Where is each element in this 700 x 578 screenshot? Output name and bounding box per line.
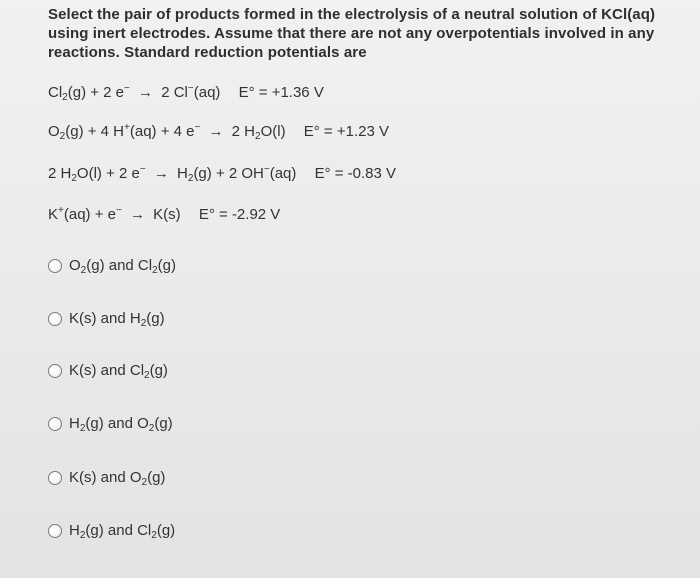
equation-part: O	[48, 123, 60, 140]
equation-part: (aq) + e	[63, 206, 116, 223]
question-text: Select the pair of products formed in the electrolysis of a neutral solution of KCl(aq) using inert electrodes. Assume that there are not any overpotentials involved in any reactions. Standard reduction potentials are	[48, 6, 656, 61]
equation-superscript: +	[124, 122, 130, 133]
radio-button-icon[interactable]	[48, 471, 62, 485]
equation-part: 2 Cl	[161, 84, 188, 101]
reduction-equation-potassium	[48, 206, 280, 224]
equation-part: (g) + 2 e	[67, 84, 125, 101]
equation-subscript: 2	[255, 131, 261, 142]
answer-option-o2-cl2[interactable]	[48, 257, 176, 274]
reaction-arrow-icon: →	[130, 206, 145, 223]
equation-superscript: −	[187, 83, 194, 94]
answer-option-k-cl2[interactable]	[48, 362, 168, 379]
reaction-arrow-icon: →	[208, 123, 224, 140]
standard-potential: E° = +1.36 V	[238, 84, 324, 101]
reduction-equation-water	[48, 165, 396, 183]
reaction-arrow-icon: →	[153, 165, 169, 182]
equation-text	[48, 165, 301, 182]
equation-part: K(s)	[153, 206, 181, 223]
equation-subscript: 2	[187, 173, 194, 184]
equation-superscript: −	[263, 164, 270, 175]
standard-potential: E° = -2.92 V	[198, 206, 281, 223]
equation-part: O(l)	[260, 123, 286, 140]
radio-button-icon[interactable]	[48, 312, 62, 326]
answer-option-label: K(s) and $H_2(g)$	[69, 310, 165, 329]
equation-superscript: −	[124, 83, 130, 94]
equation-text	[48, 84, 225, 101]
answer-option-label: $O_2(g)$ and $Cl_2(g)$	[69, 257, 176, 276]
reduction-equation-oxygen	[48, 123, 389, 141]
equation-superscript: −	[139, 164, 146, 175]
equation-part: 2 H	[48, 165, 72, 182]
answer-option-h2-cl2[interactable]	[48, 522, 175, 539]
equation-part: Cl	[48, 84, 63, 101]
equation-part: (aq)	[269, 165, 297, 182]
answer-option-label: $H_2(g)$ and $O_2(g)$	[69, 415, 173, 434]
standard-potential: E° = +1.23 V	[303, 123, 389, 140]
equation-superscript: −	[194, 122, 201, 133]
answer-option-k-o2[interactable]	[48, 469, 165, 486]
equation-superscript: +	[58, 205, 64, 216]
equation-part: H	[177, 165, 188, 182]
reaction-arrow-icon: →	[138, 84, 154, 101]
radio-button-icon[interactable]	[48, 259, 62, 273]
radio-button-icon[interactable]	[48, 364, 62, 378]
radio-button-icon[interactable]	[48, 524, 62, 538]
answer-option-h2-o2[interactable]	[48, 415, 173, 432]
equation-part: (g) + 2 OH	[193, 165, 264, 182]
standard-potential: E° = -0.83 V	[314, 165, 397, 182]
radio-button-icon[interactable]	[48, 417, 62, 431]
equation-part: (aq)	[193, 84, 221, 101]
answer-option-k-h2[interactable]	[48, 310, 165, 327]
equation-subscript: 2	[62, 92, 68, 103]
equation-part: K	[48, 206, 59, 223]
answer-option-label: $H_2(g)$ and $Cl_2(g)$	[69, 522, 176, 541]
equation-subscript: 2	[59, 131, 66, 142]
equation-part: O(l) + 2 e	[76, 165, 140, 182]
equation-part: 2 H	[231, 123, 256, 140]
reduction-equation-chlorine	[48, 84, 324, 102]
equation-part: (aq) + 4 e	[129, 123, 195, 140]
equation-text	[48, 123, 290, 140]
equation-superscript: −	[115, 205, 122, 216]
equation-text	[48, 206, 185, 223]
equation-part: (g) + 4 H	[65, 123, 125, 140]
answer-option-label: K(s) and $O_2(g)$	[69, 469, 166, 488]
answer-option-label: K(s) and $Cl_2(g)$	[69, 362, 168, 381]
equation-subscript: 2	[71, 173, 77, 184]
